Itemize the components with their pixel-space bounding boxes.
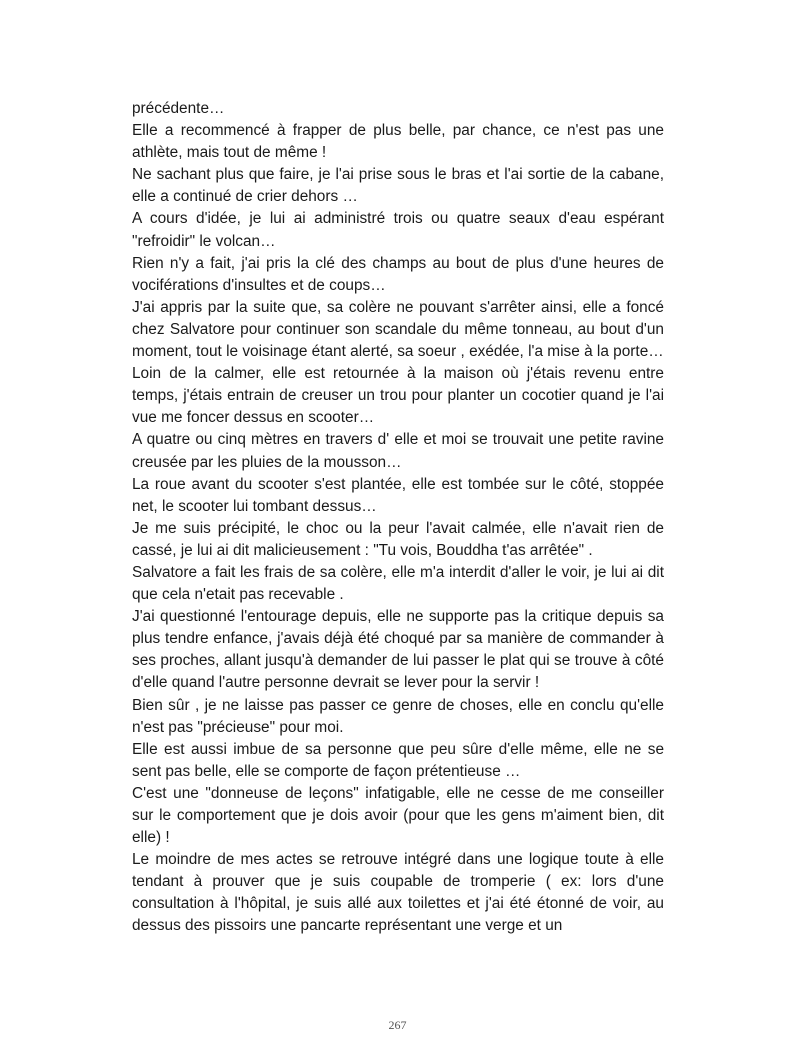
paragraph: Salvatore a fait les frais de sa colère, elle m'a interdit d'aller le voir, je lui ai dit que cela n'etait pas recevable . [132,563,664,604]
page-number: 267 [388,1018,407,1032]
paragraph: A cours d'idée, je lui ai administré trois ou quatre seaux d'eau espérant "refroidir" le volcan… [132,210,664,250]
paragraph: Loin de la calmer, elle est retournée à la maison où j'étais revenu entre temps, j'étais entrain de creuser un trou pour planter un cocotier quand je l'ai vue me foncer dessus en scooter… [132,365,664,427]
paragraph: A quatre ou cinq mètres en travers d' elle et moi se trouvait une petite ravine creusée par les pluies de la mousson… [132,431,664,471]
paragraph: Rien n'y a fait, j'ai pris la clé des champs au bout de plus d'une heures de vociférations d'insultes et de coups… [132,254,664,294]
paragraph: Elle est aussi imbue de sa personne que peu sûre d'elle même, elle ne se sent pas belle, elle se comporte de façon prétentieuse … [132,740,664,780]
paragraph: J'ai appris par la suite que, sa colère ne pouvant s'arrêter ainsi, elle a foncé chez Salvatore pour continuer son scandale du même tonneau, au bout d'un moment, tout le voisinage étant alerté, sa soeur , exédée, l'a mise à la porte… [132,298,664,361]
paragraph: La roue avant du scooter s'est plantée, elle est tombée sur le côté, stoppée net, le scooter lui tombant dessus… [132,475,664,515]
paragraph: Ne sachant plus que faire, je l'ai prise sous le bras et l'ai sortie de la cabane, elle a continué de crier dehors … [132,166,664,206]
paragraph: précédente… [132,100,225,117]
paragraph: Bien sûr , je ne laisse pas passer ce genre de choses, elle en conclu qu'elle n'est pas "précieuse" pour moi. [132,696,664,736]
paragraph: Je me suis précipité, le choc ou la peur l'avait calmée, elle n'avait rien de cassé, je lui ai dit malicieusement : "Tu vois, Bouddha t'as arrêtée" . [132,519,664,559]
paragraph: C'est une "donneuse de leçons" infatigable, elle ne cesse de me conseiller sur le comportement que je dois avoir (pour que les gens m'aiment bien, dit elle) ! [132,784,664,847]
paragraph: Le moindre de mes actes se retrouve intégré dans une logique toute à elle tendant à prouver que je suis coupable de tromperie ( ex: lors d'une consultation à l'hôpital, je suis allé aux toilettes et j'ai été étonné de voir, au dessus des pissoirs une pancarte représentant une verge et un [132,851,664,935]
paragraph: J'ai questionné l'entourage depuis, elle ne supporte pas la critique depuis sa plus tendre enfance, j'avais déjà été choqué par sa manière de commander à ses proches, allant jusqu'à demander de lui passer le plat qui se trouve à côté d'elle quand l'autre personne devrait se lever pour la servir ! [132,608,664,692]
paragraph: Elle a recommencé à frapper de plus belle, par chance, ce n'est pas une athlète, mais tout de même ! [132,122,664,162]
body-text [132,98,664,938]
